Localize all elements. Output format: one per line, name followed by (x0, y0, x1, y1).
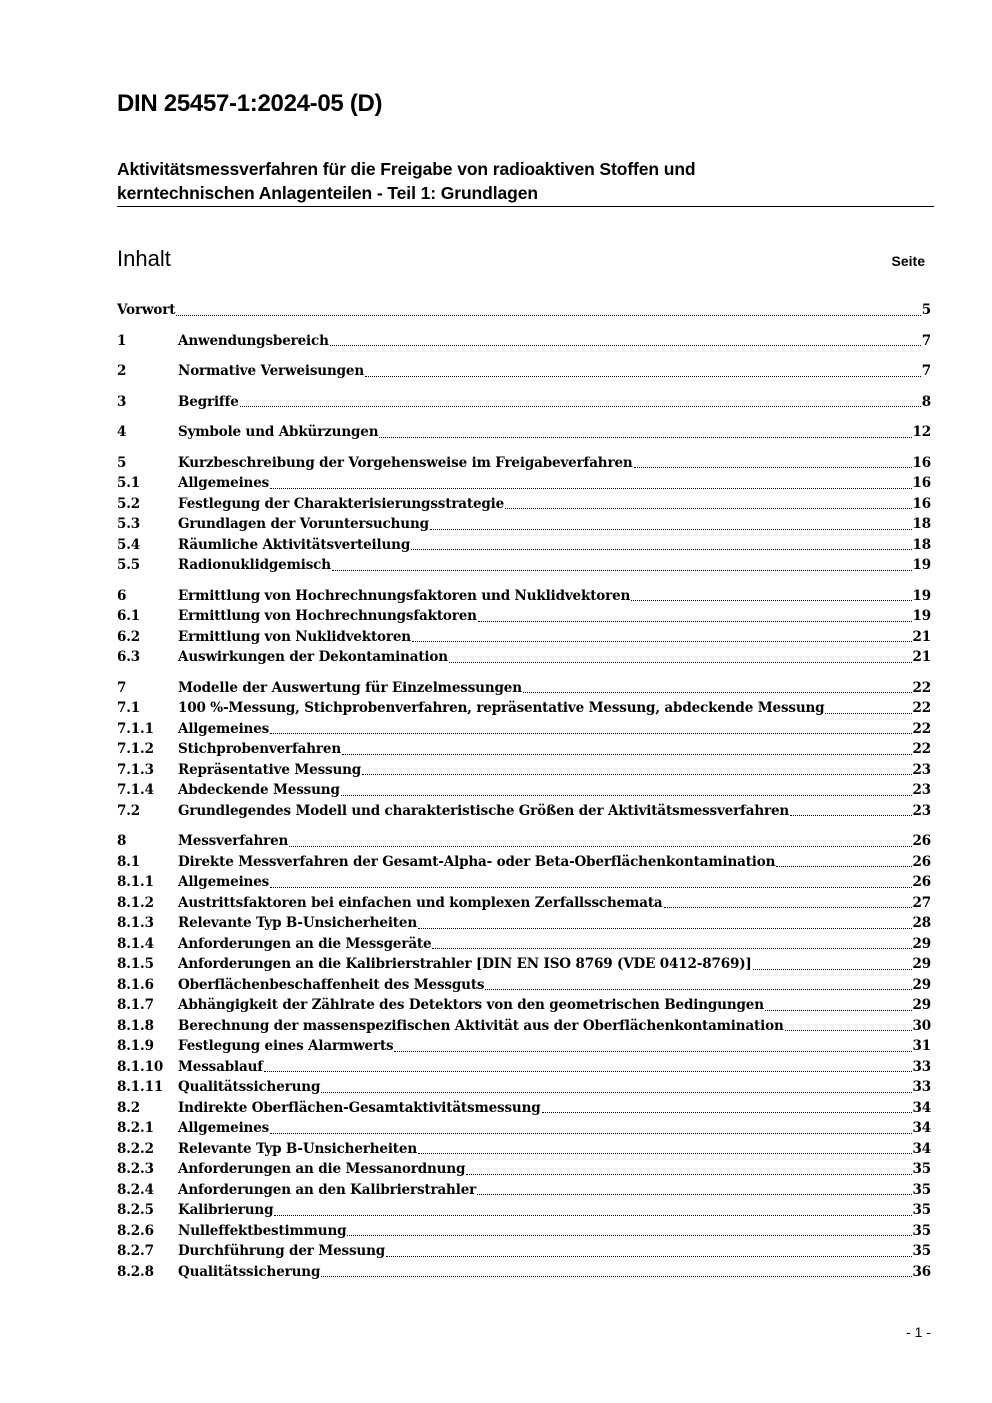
toc-dot-leader (505, 507, 911, 509)
toc-entry-page: 12 (912, 424, 931, 440)
toc-dot-leader (785, 1029, 912, 1031)
toc-entry[interactable] (117, 1180, 931, 1201)
toc-entry-page: 26 (912, 874, 931, 890)
toc-entry-body (178, 852, 931, 873)
toc-entry-title: Messverfahren (178, 833, 289, 849)
toc-entry-title: Oberflächenbeschaffenheit des Messguts (178, 976, 485, 993)
toc-entry-body (178, 514, 931, 535)
toc-dot-leader (542, 1111, 912, 1113)
toc-entry-body (178, 422, 931, 443)
toc-entry-number: 8.1 (117, 853, 141, 870)
toc-entry[interactable] (117, 975, 931, 996)
page-number: - 1 - (906, 1324, 931, 1340)
toc-entry-page: 34 (912, 1140, 931, 1157)
toc-entry-number: 8.2.1 (117, 1120, 154, 1136)
toc-entry-number: 8.1.4 (117, 935, 154, 952)
toc-entry-title: Abdeckende Messung (178, 782, 340, 798)
toc-entry-number: 8.2.6 (117, 1222, 154, 1239)
toc-dot-leader (365, 375, 921, 377)
toc-entry-number: 8.1.10 (117, 1058, 164, 1075)
toc-entry-page: 29 (912, 997, 931, 1013)
toc-entry-title: Durchführung der Messung (178, 1243, 386, 1259)
toc-entry[interactable] (117, 1016, 931, 1037)
toc-entry-number: 6.3 (117, 649, 141, 665)
toc-entry[interactable] (117, 780, 931, 801)
toc-entry-number: 8.2.5 (117, 1202, 154, 1218)
toc-dot-leader (274, 1214, 911, 1216)
toc-entry-number: 6.2 (117, 628, 141, 645)
toc-entry-number: 7.1.2 (117, 741, 154, 757)
toc-entry-number: 4 (117, 424, 127, 440)
toc-entry[interactable] (117, 1098, 931, 1119)
toc-entry-body (178, 1016, 931, 1037)
toc-dot-leader (631, 599, 911, 601)
toc-entry[interactable] (117, 331, 931, 352)
toc-dot-leader (411, 548, 911, 550)
toc-entry-number: 7.2 (117, 802, 141, 819)
toc-entry-body (178, 954, 931, 975)
toc-entry[interactable] (117, 627, 931, 648)
toc-entry-number: 8.1.11 (117, 1079, 164, 1095)
toc-entry-page: 35 (912, 1181, 931, 1198)
toc-entry-title: Anforderungen an die Messgeräte (178, 935, 432, 952)
toc-entry-number: 8.2.8 (117, 1263, 154, 1280)
toc-entry-number: 7.1 (117, 700, 141, 716)
toc-entry-title: Nulleffektbestimmung (178, 1222, 347, 1239)
toc-entry-body (178, 1241, 931, 1262)
toc-dot-leader (432, 947, 911, 949)
toc-entry-page: 34 (912, 1099, 931, 1116)
toc-entry[interactable] (117, 1118, 931, 1139)
toc-entry-page: 18 (912, 536, 931, 553)
toc-entry-body (178, 1036, 931, 1057)
toc-entry-title: Abhängigkeit der Zählrate des Detektors von den geometrischen Bedingungen (178, 997, 764, 1013)
toc-entry[interactable] (117, 698, 931, 719)
toc-dot-leader (321, 1091, 911, 1093)
toc-entry-title: Anforderungen an den Kalibrierstrahler (178, 1181, 477, 1198)
document-id: DIN 25457-1:2024-05 (D) (117, 90, 383, 117)
toc-entry-body (178, 361, 931, 382)
toc-dot-leader (825, 712, 911, 714)
toc-entry-body (178, 331, 931, 352)
toc-dot-leader (430, 528, 912, 530)
toc-dot-leader (485, 988, 911, 990)
toc-entry[interactable] (117, 852, 931, 873)
toc-dot-leader (753, 968, 912, 970)
toc-entry-number: 5 (117, 454, 127, 471)
toc-entry-body (178, 1118, 931, 1139)
toc-entry[interactable] (117, 606, 931, 627)
toc-entry[interactable] (117, 422, 931, 443)
toc-entry-body (178, 831, 931, 852)
toc-entry-body (178, 934, 931, 955)
toc-entry[interactable] (117, 453, 931, 474)
toc-entry-body (178, 392, 931, 413)
toc-entry-title: Begriffe (178, 393, 239, 410)
toc-entry[interactable] (117, 801, 931, 822)
toc-entry-number: 5.1 (117, 475, 141, 491)
toc-entry-number: 8.2.7 (117, 1243, 154, 1259)
toc-entry-page: 21 (912, 628, 931, 645)
toc-entry-title: Modelle der Auswertung für Einzelmessungen (178, 679, 522, 696)
toc-entry-title: Ermittlung von Hochrechnungsfaktoren (178, 608, 477, 624)
toc-entry-body (178, 1159, 931, 1180)
toc-entry-title: Radionuklidgemisch (178, 557, 331, 573)
toc-entry[interactable] (117, 934, 931, 955)
toc-dot-leader (342, 753, 912, 755)
toc-dot-leader (264, 1070, 912, 1072)
toc-entry-title: Relevante Typ B-Unsicherheiten (178, 915, 417, 931)
toc-entry-body (178, 494, 931, 515)
toc-dot-leader (270, 1132, 911, 1134)
toc-entry-title: Indirekte Oberflächen-Gesamtaktivitätsmessung (178, 1099, 541, 1116)
toc-entry-page: 23 (912, 782, 931, 798)
toc-entry-body (178, 801, 931, 822)
toc-dot-leader (341, 794, 912, 796)
toc-dot-leader (362, 773, 911, 775)
toc-dot-leader (765, 1009, 912, 1011)
toc-entry-page: 22 (912, 720, 931, 737)
toc-entry-number: 7.1.4 (117, 782, 154, 798)
toc-entry-number: 7 (117, 679, 127, 696)
toc-entry-number: 8.1.5 (117, 956, 154, 972)
toc-entry-page: 16 (912, 454, 931, 471)
toc-entry-page: 35 (912, 1222, 931, 1239)
toc-entry[interactable] (117, 893, 931, 914)
toc-entry-body (178, 698, 931, 719)
toc-entry-page: 26 (912, 853, 931, 870)
toc-entry-body (178, 893, 931, 914)
toc-entry-title: Normative Verweisungen (178, 363, 365, 379)
toc-entry[interactable] (117, 760, 931, 781)
toc-entry-number: 7.1.1 (117, 720, 154, 737)
toc-entry-page: 21 (912, 649, 931, 665)
toc-entry-title: Allgemeines (178, 1120, 270, 1136)
toc-dot-leader (394, 1050, 911, 1052)
table-of-contents (117, 300, 931, 1282)
toc-dot-leader (321, 1275, 911, 1277)
toc-entry-body (178, 678, 931, 699)
toc-entry-body (178, 995, 931, 1016)
toc-entry-page: 7 (921, 332, 931, 349)
toc-entry-number: 8.2.2 (117, 1140, 154, 1157)
toc-entry[interactable] (117, 1262, 931, 1283)
toc-entry-body (178, 647, 931, 668)
toc-entry[interactable] (117, 1159, 931, 1180)
toc-dot-leader (379, 436, 911, 438)
toc-entry[interactable] (117, 300, 931, 321)
toc-entry-title: Qualitätssicherung (178, 1079, 321, 1095)
toc-entry-body (178, 760, 931, 781)
toc-dot-leader (240, 405, 921, 407)
toc-entry-page: 22 (912, 679, 931, 696)
toc-entry-number: 5.4 (117, 536, 141, 553)
toc-entry-page: 22 (912, 700, 931, 716)
toc-entry-title: Berechnung der massenspezifischen Aktivität aus der Oberflächenkontamination (178, 1017, 784, 1034)
toc-entry-body (178, 473, 931, 494)
toc-entry-page: 33 (912, 1058, 931, 1075)
toc-dot-leader (418, 1152, 912, 1154)
toc-entry-title: Austrittsfaktoren bei einfachen und komplexen Zerfallsschemata (178, 894, 663, 911)
toc-entry-page: 5 (921, 302, 931, 318)
toc-entry[interactable] (117, 872, 931, 893)
toc-dot-leader (270, 886, 911, 888)
toc-entry[interactable] (117, 831, 931, 852)
toc-entry-body (178, 719, 931, 740)
toc-entry-title: Kalibrierung (178, 1202, 274, 1218)
toc-entry-page: 16 (912, 475, 931, 491)
toc-entry[interactable] (117, 1221, 931, 1242)
toc-entry-number: 8.2.4 (117, 1181, 154, 1198)
toc-entry-body (178, 606, 931, 627)
toc-entry-body (178, 535, 931, 556)
toc-entry-page: 8 (921, 393, 931, 410)
toc-entry-body (178, 1057, 931, 1078)
toc-entry-number: 6.1 (117, 608, 141, 624)
toc-entry-number: 2 (117, 363, 127, 379)
toc-entry-body (178, 872, 931, 893)
toc-heading: Inhalt (117, 246, 171, 271)
toc-entry-body (178, 780, 931, 801)
toc-entry-body (178, 555, 931, 576)
toc-entry-page: 16 (912, 495, 931, 512)
toc-entry-body (178, 586, 931, 607)
toc-entry[interactable] (117, 1057, 931, 1078)
toc-dot-leader (412, 640, 912, 642)
toc-entry-page: 35 (912, 1161, 931, 1177)
toc-entry-title: Festlegung eines Alarmwerts (178, 1038, 394, 1054)
toc-entry-title: Ermittlung von Hochrechnungsfaktoren und Nuklidvektoren (178, 587, 631, 604)
toc-entry-title: Allgemeines (178, 720, 270, 737)
toc-dot-leader (478, 620, 912, 622)
toc-entry-page: 23 (912, 802, 931, 819)
toc-entry-number: 5.3 (117, 516, 141, 532)
toc-entry[interactable] (117, 473, 931, 494)
toc-entry-number: 5.5 (117, 557, 141, 573)
toc-entry[interactable] (117, 555, 931, 576)
toc-dot-leader (270, 487, 911, 489)
toc-entry-number: 5.2 (117, 495, 141, 512)
toc-entry-body (178, 975, 931, 996)
toc-entry-title: Symbole und Abkürzungen (178, 424, 379, 440)
toc-entry-page: 22 (912, 741, 931, 757)
toc-entry-number: 8.2 (117, 1099, 141, 1116)
toc-entry-number: 8.1.8 (117, 1017, 154, 1034)
toc-entry-number: 3 (117, 393, 127, 410)
toc-entry-number: 8.1.2 (117, 894, 154, 911)
toc-dot-leader (449, 661, 912, 663)
toc-entry-title: Kurzbeschreibung der Vorgehensweise im Freigabeverfahren (178, 454, 633, 471)
toc-dot-leader (634, 466, 912, 468)
toc-entry[interactable] (117, 913, 931, 934)
toc-entry[interactable] (117, 361, 931, 382)
toc-entry-title: Relevante Typ B-Unsicherheiten (178, 1140, 417, 1157)
toc-entry-body (178, 1262, 931, 1283)
toc-entry[interactable] (117, 494, 931, 515)
toc-entry-body (178, 453, 931, 474)
toc-entry[interactable] (117, 586, 931, 607)
toc-dot-leader (523, 691, 912, 693)
toc-entry-page: 19 (912, 557, 931, 573)
toc-entry-body (178, 627, 931, 648)
toc-entry-title: Repräsentative Messung (178, 761, 362, 778)
toc-entry-page: 23 (912, 761, 931, 778)
toc-entry-page: 34 (912, 1120, 931, 1136)
toc-entry-body (117, 300, 931, 321)
toc-entry-body (178, 1077, 931, 1098)
toc-dot-leader (418, 927, 912, 929)
toc-entry-body (178, 1200, 931, 1221)
toc-entry-page: 18 (912, 516, 931, 532)
toc-entry-title: Grundlegendes Modell und charakteristische Größen der Aktivitätsmessverfahren (178, 802, 790, 819)
toc-entry[interactable] (117, 535, 931, 556)
toc-entry-page: 33 (912, 1079, 931, 1095)
toc-entry-title: Ermittlung von Nuklidvektoren (178, 628, 411, 645)
toc-entry[interactable] (117, 1200, 931, 1221)
toc-entry-page: 31 (912, 1038, 931, 1054)
toc-entry-body (178, 1139, 931, 1160)
toc-entry[interactable] (117, 514, 931, 535)
toc-entry-title: Auswirkungen der Dekontamination (178, 649, 448, 665)
toc-entry-page: 29 (912, 976, 931, 993)
toc-entry-page: 35 (912, 1243, 931, 1259)
toc-entry-title: Qualitätssicherung (178, 1263, 321, 1280)
toc-entry-title: Vorwort (117, 302, 176, 318)
toc-entry[interactable] (117, 392, 931, 413)
toc-entry-page: 19 (912, 587, 931, 604)
toc-entry-title: Direkte Messverfahren der Gesamt-Alpha- oder Beta-Oberflächenkontamination (178, 853, 776, 870)
toc-entry-number: 6 (117, 587, 127, 604)
toc-dot-leader (347, 1234, 911, 1236)
toc-entry-number: 8 (117, 833, 127, 849)
toc-entry-title: Anforderungen an die Kalibrierstrahler [DIN EN ISO 8769 (VDE 0412-8769)] (178, 956, 752, 972)
document-title (117, 157, 934, 207)
toc-entry[interactable] (117, 1241, 931, 1262)
toc-dot-leader (776, 865, 911, 867)
toc-entry-page: 27 (912, 894, 931, 911)
toc-entry-body (178, 913, 931, 934)
toc-entry-title: Allgemeines (178, 874, 270, 890)
toc-entry-body (178, 1098, 931, 1119)
toc-entry-page: 29 (912, 956, 931, 972)
toc-entry-page: 19 (912, 608, 931, 624)
toc-entry-number: 1 (117, 332, 127, 349)
toc-entry-title: Anforderungen an die Messanordnung (178, 1161, 466, 1177)
toc-entry-title: Festlegung der Charakterisierungsstrategie (178, 495, 505, 512)
toc-entry[interactable] (117, 1036, 931, 1057)
toc-entry-title: 100 %-Messung, Stichprobenverfahren, repräsentative Messung, abdeckende Messung (178, 700, 825, 716)
toc-entry-number: 8.2.3 (117, 1161, 154, 1177)
toc-entry-title: Räumliche Aktivitätsverteilung (178, 536, 411, 553)
toc-entry-page: 7 (921, 363, 931, 379)
toc-entry[interactable] (117, 1139, 931, 1160)
toc-entry-number: 7.1.3 (117, 761, 154, 778)
toc-entry-title: Allgemeines (178, 475, 270, 491)
toc-entry[interactable] (117, 647, 931, 668)
toc-entry-page: 35 (912, 1202, 931, 1218)
toc-entry-number: 8.1.9 (117, 1038, 154, 1054)
toc-entry-number: 8.1.1 (117, 874, 154, 890)
toc-entry-title: Grundlagen der Voruntersuchung (178, 516, 429, 532)
toc-dot-leader (466, 1173, 911, 1175)
toc-entry-title: Messablauf (178, 1058, 263, 1075)
toc-entry-title: Stichprobenverfahren (178, 741, 341, 757)
toc-dot-leader (270, 732, 911, 734)
toc-page-column-label: Seite (891, 253, 925, 269)
toc-entry-page: 36 (912, 1263, 931, 1280)
toc-entry-body (178, 1221, 931, 1242)
document-title-line: Aktivitätsmessverfahren für die Freigabe von radioaktiven Stoffen und (117, 159, 696, 179)
toc-dot-leader (330, 344, 921, 346)
toc-dot-leader (664, 906, 912, 908)
toc-entry-body (178, 739, 931, 760)
toc-entry-page: 29 (912, 935, 931, 952)
toc-entry[interactable] (117, 1077, 931, 1098)
toc-entry-page: 26 (912, 833, 931, 849)
toc-entry[interactable] (117, 719, 931, 740)
toc-entry-page: 28 (912, 915, 931, 931)
toc-entry[interactable] (117, 739, 931, 760)
toc-entry-number: 8.1.6 (117, 976, 154, 993)
document-title-line: kerntechnischen Anlagenteilen - Teil 1: Grundlagen (117, 183, 538, 203)
toc-dot-leader (790, 814, 911, 816)
toc-entry-title: Anwendungsbereich (178, 332, 329, 349)
toc-entry-number: 8.1.7 (117, 997, 154, 1013)
toc-dot-leader (176, 314, 920, 316)
toc-dot-leader (332, 569, 912, 571)
toc-entry-page: 30 (912, 1017, 931, 1034)
toc-dot-leader (386, 1255, 911, 1257)
toc-entry-number: 8.1.3 (117, 915, 154, 931)
toc-entry[interactable] (117, 954, 931, 975)
toc-dot-leader (477, 1193, 911, 1195)
toc-entry[interactable] (117, 995, 931, 1016)
toc-entry[interactable] (117, 678, 931, 699)
toc-entry-body (178, 1180, 931, 1201)
toc-dot-leader (289, 845, 911, 847)
